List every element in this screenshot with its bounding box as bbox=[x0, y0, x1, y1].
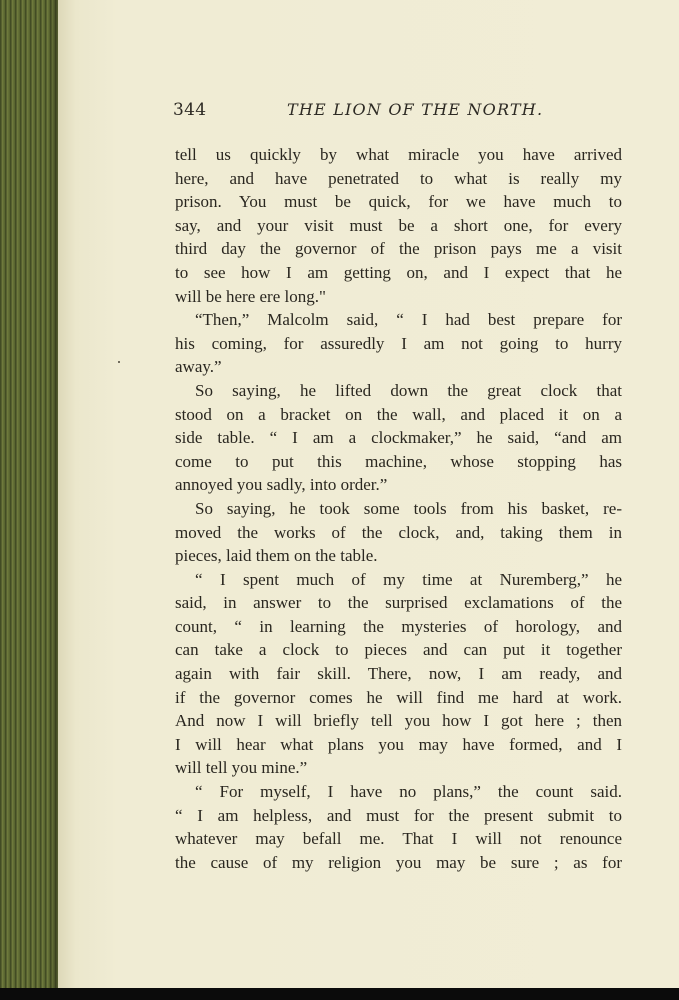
text-line: stood on a bracket on the wall, and placed it on a bbox=[175, 404, 622, 424]
text-line: “Then,” Malcolm said, “ I had best prepare for bbox=[195, 310, 622, 330]
page-header bbox=[117, 100, 622, 126]
text-line: “ I am helpless, and must for the present submit to bbox=[175, 805, 622, 825]
text-line: if the governor comes he will find me hard at work. bbox=[175, 687, 622, 707]
text-line: “ I spent much of my time at Nuremberg,” he bbox=[195, 569, 622, 589]
text-line: his coming, for assuredly I am not going to hurry bbox=[175, 333, 622, 353]
text-line: will tell you mine.” bbox=[175, 758, 308, 778]
text-line: here, and have penetrated to what is really my bbox=[175, 168, 622, 188]
text-line: And now I will briefly tell you how I got here ; then bbox=[175, 711, 622, 731]
text-line: So saying, he lifted down the great clock that bbox=[195, 380, 622, 400]
text-line: whatever may befall me. That I will not renounce bbox=[175, 829, 622, 849]
text-line: come to put this machine, whose stopping has bbox=[175, 451, 622, 471]
page-bottom-edge bbox=[0, 988, 679, 1000]
text-line: will be here ere long." bbox=[175, 286, 326, 306]
text-line: side table. “ I am a clockmaker,” he said, “and am bbox=[175, 428, 622, 448]
text-line: away.” bbox=[175, 357, 222, 377]
text-line: So saying, he took some tools from his basket, re- bbox=[195, 498, 622, 518]
text-line: to see how I am getting on, and I expect that he bbox=[175, 262, 622, 282]
text-line: moved the works of the clock, and, taking them in bbox=[175, 522, 622, 542]
text-line: tell us quickly by what miracle you have arrived bbox=[175, 145, 622, 164]
ink-speck bbox=[118, 361, 120, 363]
body-text bbox=[175, 143, 622, 874]
text-line: “ For myself, I have no plans,” the count said. bbox=[195, 782, 622, 802]
text-line: count, “ in learning the mysteries of horology, and bbox=[175, 616, 622, 636]
text-line: say, and your visit must be a short one, for every bbox=[175, 215, 622, 235]
text-line: again with fair skill. There, now, I am ready, and bbox=[175, 664, 622, 684]
text-line: can take a clock to pieces and can put it together bbox=[175, 640, 622, 660]
running-head: THE LION OF THE NORTH. bbox=[287, 100, 544, 119]
text-line: pieces, laid them on the table. bbox=[175, 546, 378, 566]
text-line: prison. You must be quick, for we have much to bbox=[175, 192, 622, 212]
text-line: the cause of my religion you may be sure ; as for bbox=[175, 852, 622, 872]
text-line: annoyed you sadly, into order.” bbox=[175, 475, 388, 495]
text-line: third day the governor of the prison pays me a visit bbox=[175, 239, 622, 259]
page-number: 344 bbox=[173, 100, 207, 120]
text-line: I will hear what plans you may have formed, and I bbox=[175, 734, 622, 754]
text-line: said, in answer to the surprised exclamations of the bbox=[175, 593, 622, 613]
